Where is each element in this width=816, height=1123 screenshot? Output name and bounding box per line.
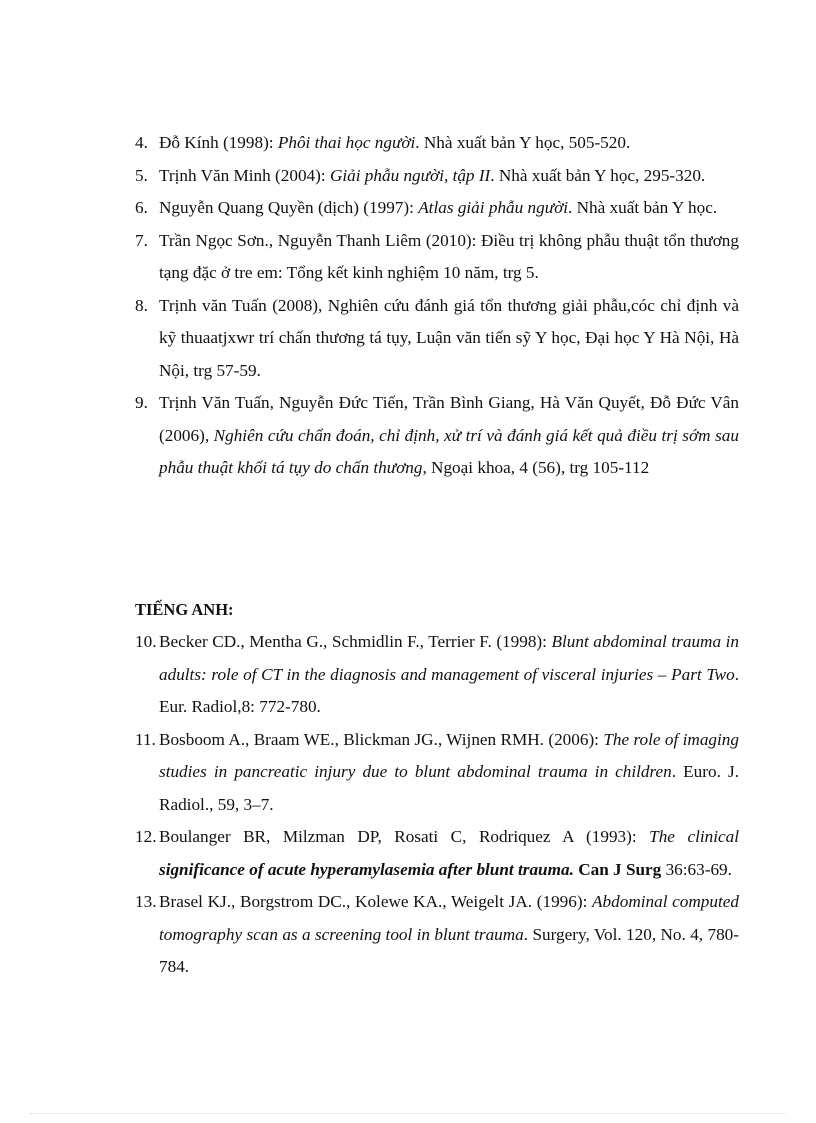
- reference-item: [135, 886, 739, 984]
- reference-number: 10.: [135, 632, 157, 651]
- reference-source: . Surgery, Vol. 120, No. 4, 780-784.: [159, 924, 739, 976]
- reference-title: Phôi thai học người: [277, 133, 416, 152]
- reference-item: [135, 192, 739, 225]
- reference-text: Trần Ngọc Sơn., Nguyễn Thanh Liêm (2010): Điều trị không phẫu thuật tổn thương tạng đặc ở tre em: Tổng kết kinh nghiệm 10 năm, trg 5.: [159, 230, 739, 282]
- reference-number: 4.: [135, 133, 148, 152]
- vietnamese-reference-list: [135, 127, 739, 485]
- reference-source: 36:63-69.: [661, 859, 732, 879]
- reference-number: 6.: [135, 198, 148, 217]
- reference-title: Nghiên cứu chẩn đoán, chỉ định, xử trí và đánh giá kết quả điều trị sớm sau phẫu thuật khối tá tụy do chấn thương: [159, 425, 739, 477]
- reference-item: [135, 225, 739, 290]
- reference-authors: Becker CD., Mentha G., Schmidlin F., Terrier F. (1998):: [159, 632, 552, 651]
- english-reference-list: [135, 626, 739, 984]
- reference-authors: Đỗ Kính (1998):: [159, 133, 278, 152]
- reference-number: 7.: [135, 230, 148, 250]
- reference-source: . Euro. J. Radiol., 59, 3–7.: [159, 762, 739, 814]
- reference-item: [135, 127, 739, 160]
- reference-item: [135, 290, 739, 388]
- reference-number: 13.: [135, 892, 157, 911]
- reference-source: . Nhà xuất bản Y học.: [568, 198, 718, 217]
- reference-text: Trịnh văn Tuấn (2008), Nghiên cứu đánh giá tổn thương giải phẫu,cóc chỉ định và kỹ thuaatjxwr trí chấn thương tá tụy, Luận văn tiến sỹ Y học, Đại học Y Hà Nội, Hà Nội, trg 57-59.: [159, 295, 739, 380]
- reference-title: Blunt abdominal trauma in adults: role of CT in the diagnosis and management of visceral injuries – Part Two: [159, 632, 739, 684]
- reference-number: 8.: [135, 295, 148, 315]
- reference-number: 9.: [135, 393, 148, 412]
- reference-item: [135, 626, 739, 724]
- reference-number: 11.: [135, 729, 156, 749]
- reference-authors: Trịnh Văn Minh (2004):: [159, 165, 330, 185]
- reference-item: [135, 160, 739, 193]
- reference-source: . Nhà xuất bản Y học, 295-320.: [490, 165, 706, 185]
- section-heading-english: TIẾNG ANH:: [135, 600, 234, 619]
- reference-item: [135, 821, 739, 886]
- reference-authors: Trịnh Văn Tuấn, Nguyễn Đức Tiến, Trần Bình Giang, Hà Văn Quyết, Đỗ Đức Vân (2006),: [159, 393, 739, 445]
- reference-source: . Eur. Radiol,8: 772-780.: [159, 664, 739, 716]
- reference-authors: Bosboom A., Braam WE., Blickman JG., Wijnen RMH. (2006):: [159, 729, 604, 749]
- reference-title: Atlas giải phẫu người: [418, 198, 569, 217]
- reference-title-emphasis: significance of acute hyperamylasemia after blunt trauma.: [159, 859, 574, 879]
- reference-authors: Boulanger BR, Milzman DP, Rosati C, Rodriquez A (1993):: [159, 827, 650, 846]
- reference-title: Abdominal computed tomography scan as a screening tool in blunt trauma: [159, 892, 739, 944]
- reference-title: The clinical: [649, 827, 739, 846]
- page-bottom-divider: [30, 1113, 786, 1114]
- reference-number: 5.: [135, 165, 148, 185]
- reference-number: 12.: [135, 827, 157, 846]
- reference-authors: Brasel KJ., Borgstrom DC., Kolewe KA., Weigelt JA. (1996):: [159, 892, 593, 911]
- reference-title: The role of imaging studies in pancreatic injury due to blunt abdominal trauma in children: [159, 729, 739, 781]
- reference-item: [135, 387, 739, 485]
- reference-journal: Can J Surg: [573, 859, 662, 879]
- reference-item: [135, 724, 739, 822]
- reference-authors: Nguyễn Quang Quyền (dịch) (1997):: [159, 198, 419, 217]
- reference-source: , Ngoại khoa, 4 (56), trg 105-112: [422, 458, 650, 477]
- reference-source: . Nhà xuất bản Y học, 505-520.: [415, 133, 631, 152]
- reference-title: Giải phẫu người, tập II: [329, 165, 491, 185]
